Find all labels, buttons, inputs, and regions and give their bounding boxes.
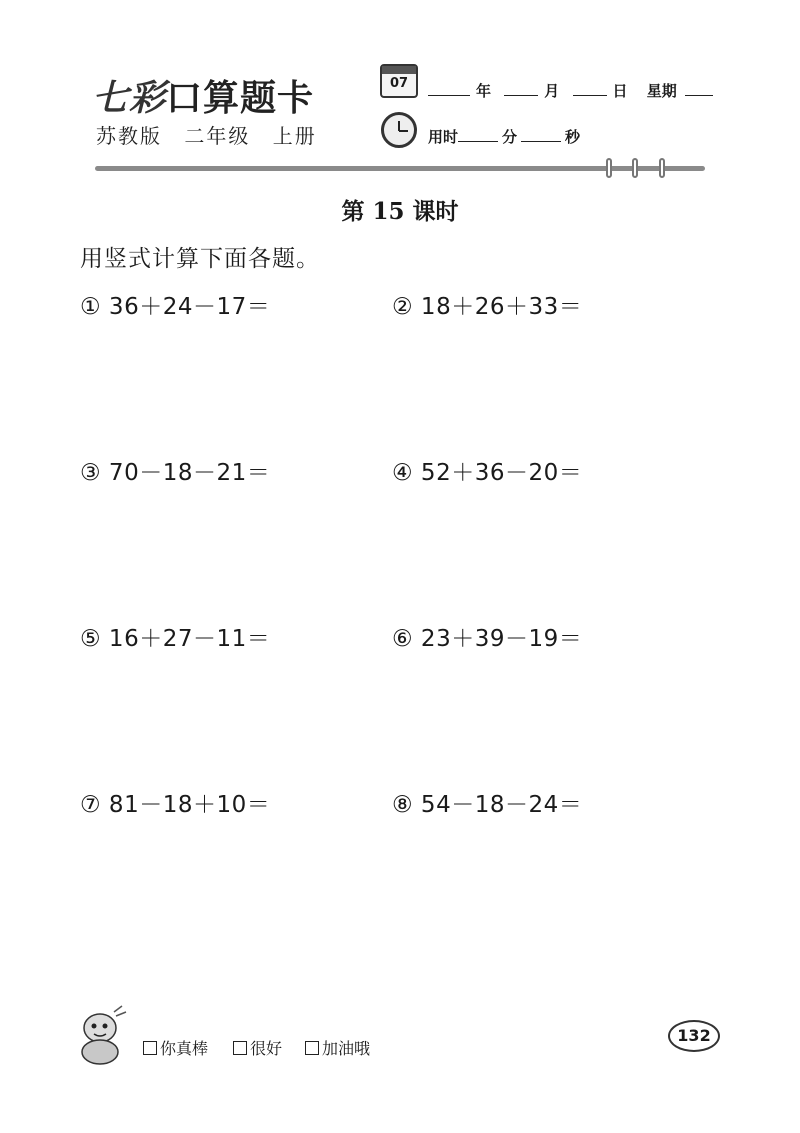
problem-8: ⑧ 54－18－24＝ [392, 792, 583, 818]
day-blank[interactable] [573, 95, 607, 96]
rating-label-great: 你真棒 [160, 1039, 209, 1058]
weekday-label: 星期 [646, 82, 677, 100]
edition-volume: 上册 [272, 124, 317, 148]
calendar-icon [380, 64, 418, 98]
edition-grade: 二年级 [184, 124, 251, 148]
checkbox-icon[interactable] [143, 1041, 157, 1055]
rating-label-keep-trying: 加油哦 [322, 1039, 371, 1058]
lesson-title: 第 15 课时 [341, 198, 459, 225]
brand-logo-part1: 七彩 [92, 77, 167, 119]
brand-logo [92, 70, 314, 121]
calendar-day: 07 [389, 76, 409, 91]
clock-icon [381, 112, 417, 148]
rating-label-good: 很好 [250, 1039, 283, 1058]
rating-option-keep-trying[interactable] [305, 1036, 370, 1059]
time-used-label: 用时 [428, 128, 459, 146]
binder-ring-icon [659, 158, 665, 178]
month-label: 月 [544, 82, 560, 100]
header-divider [95, 166, 705, 171]
checkbox-icon[interactable] [305, 1041, 319, 1055]
year-label: 年 [476, 82, 492, 100]
problem-2: ② 18＋26＋33＝ [392, 294, 583, 320]
time-fill-line [428, 126, 584, 147]
problem-7: ⑦ 81－18＋10＝ [80, 792, 271, 818]
mascot-icon [70, 1004, 132, 1066]
year-blank[interactable] [428, 95, 470, 96]
problem-5: ⑤ 16＋27－11＝ [80, 626, 271, 652]
edition-publisher: 苏教版 [96, 124, 162, 148]
binder-ring-icon [632, 158, 638, 178]
day-label: 日 [612, 82, 628, 100]
rating-option-great[interactable] [143, 1036, 208, 1059]
instruction-text: 用竖式计算下面各题。 [80, 246, 320, 272]
problem-1: ① 36＋24－17＝ [80, 294, 271, 320]
minutes-label: 分 [502, 128, 518, 146]
brand-logo-part2: 口算题卡 [166, 77, 315, 119]
seconds-label: 秒 [565, 128, 581, 146]
seconds-blank[interactable] [521, 141, 561, 142]
date-fill-line [428, 80, 713, 101]
problem-3: ③ 70－18－21＝ [80, 460, 271, 486]
rating-option-good[interactable] [233, 1036, 282, 1059]
weekday-blank[interactable] [685, 95, 713, 96]
minutes-blank[interactable] [458, 141, 498, 142]
problem-6: ⑥ 23＋39－19＝ [392, 626, 583, 652]
edition-line [96, 120, 331, 149]
month-blank[interactable] [504, 95, 538, 96]
page-number: 132 [668, 1020, 720, 1052]
binder-ring-icon [606, 158, 612, 178]
checkbox-icon[interactable] [233, 1041, 247, 1055]
problem-4: ④ 52＋36－20＝ [392, 460, 583, 486]
